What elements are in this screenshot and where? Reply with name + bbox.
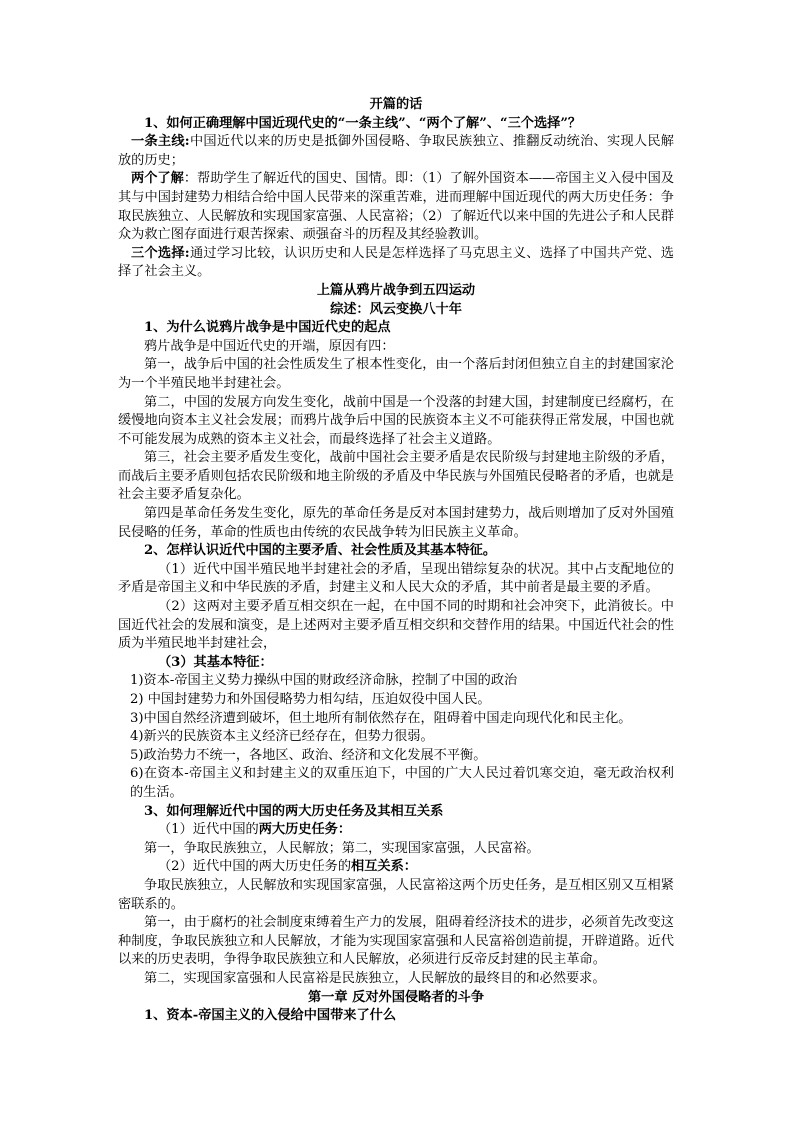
three-choice-text: 通过学习比较，认识历史和人民是怎样选择了马克思主义、选择了中国共产党、选择了社会主义。 bbox=[118, 245, 674, 280]
q2-paragraph-1: （1）近代中国半殖民地半封建社会的矛盾，呈现出错综复杂的状况。其中占支配地位的矛盾是帝国主义和中华民族的矛盾，封建主义和人民大众的矛盾，其中前者是最主要的矛盾。 bbox=[118, 561, 674, 596]
q2-paragraph-2: （2）这两对主要矛盾互相交织在一起，在中国不同的时期和社会冲突下，此消彼长。中国近代社会的发展和演变，是上述两对主要矛盾互相交织和交替作用的结果。中国近代社会的性质为半殖民地半封建社会， bbox=[118, 599, 674, 652]
feature-item: 2) 中国封建势力和外国侵略势力相勾结，压迫奴役中国人民。 bbox=[130, 692, 491, 707]
feature-item: 3)中国自然经济遭到破坏，但土地所有制依然存在，阻碍着中国走向现代化和民主化。 bbox=[130, 710, 632, 726]
q3b-point-1: 第一，由于腐朽的社会制度束缚着生产力的发展，阻碍着经济技术的进步，必须首先改变这种制度，争取民族独立和人民解放，才能为实现国家富强和人民富裕创造前提，开辟道路。近代以来的历史表明，争得争取民族独立和人民解放，必须进行反帝反封建的民主革命。 bbox=[118, 915, 674, 968]
preface-title: 开篇的话 bbox=[369, 97, 423, 112]
main-line-text: 中国近代以来的历史是抵御外国侵略、争取民族独立、推翻反动统治、实现人民解放的历史； bbox=[118, 134, 674, 168]
part1-question-2: 2、怎样认识近代中国的主要矛盾、社会性质及其基本特征。 bbox=[144, 543, 497, 559]
main-line-label: 一条主线: bbox=[131, 134, 190, 150]
chapter1-question-1: 1、资本-帝国主义的入侵给中国带来了什么 bbox=[144, 1008, 397, 1024]
two-understand-text: ：帮助学生了解近代的国史、国情。即：（1）了解外国资本——帝国主义入侵中国及其与中国封建势力相结合给中国人民带来的深重苦难，进而理解中国近现代的两大历史任务：争取民族独立、人民解放和实现国家富强、人民富裕；（2）了解近代以来中国的先进公子和人民群众为救亡图存面进行艰苦探索、顽强奋斗的历程及其经验教训。 bbox=[118, 171, 675, 243]
chapter1-title: 第一章 反对外国侵略者的斗争 bbox=[307, 989, 485, 1005]
part1-title: 上篇从鸦片战争到五四运动 bbox=[316, 282, 476, 298]
part1-intro: 鸦片战争是中国近代史的开端，原因有四： bbox=[144, 338, 395, 354]
q3b-point-2: 第二，实现国家富强和人民富裕是民族独立，人民解放的最终目的和必然要求。 bbox=[144, 970, 606, 986]
q3b-text: 争取民族独立，人民解放和实现国家富强，人民富裕这两个历史任务，是互相区别又互相紧密联系的。 bbox=[118, 877, 674, 912]
q3b-heading bbox=[118, 858, 674, 877]
part1-point-1: 第一，战争后中国的社会性质发生了根本性变化，由一个落后封闭但独立自主的封建国家沦为一个半殖民地半封建社会。 bbox=[118, 357, 674, 391]
document-page bbox=[118, 96, 674, 1026]
feature-item: 4)新兴的民族资本主义经济已经存在，但势力很弱。 bbox=[130, 729, 434, 745]
feature-item: 1)资本-帝国主义势力操纵中国的财政经济命脉，控制了中国的政治 bbox=[130, 673, 518, 689]
three-choice-label: 三个选择: bbox=[131, 245, 190, 261]
feature-item: 6)在资本-帝国主义和封建主义的双重压迫下，中国的广大人民过着饥寒交迫，毫无政治权利的生活。 bbox=[130, 766, 674, 800]
part1-subtitle: 综述：风云变换八十年 bbox=[330, 301, 462, 317]
part1-point-2: 第二，中国的发展方向发生变化，战前中国是一个没落的封建大国，封建制度已经腐朽，在缓慢地向资本主义社会发展；而鸦片战争后中国的民族资本主义不可能获得正常发展，中国也就不可能发展为成熟的资本主义社会，而最终选择了社会主义道路。 bbox=[118, 394, 674, 447]
feature-item: 5)政治势力不统一，各地区、政治、经济和文化发展不平衡。 bbox=[130, 747, 487, 763]
two-understand-label: 两个了解 bbox=[131, 171, 184, 187]
q3a-text: 第一，争取民族独立，人民解放；第二，实现国家富强，人民富裕。 bbox=[144, 840, 540, 856]
q3a-prefix: （1）近代中国的 bbox=[158, 822, 259, 838]
features-list bbox=[118, 672, 674, 802]
part1-point-3: 第三，社会主要矛盾发生变化，战前中国社会主要矛盾是农民阶级与封建地主阶级的矛盾，而战后主要矛盾则包括农民阶级和地主阶级的矛盾及中华民族与外国殖民侵略者的矛盾，也就是社会主要矛盾复杂化。 bbox=[118, 450, 674, 503]
preface-question-1: 1、如何正确理解中国近现代史的“一条主线”、“两个了解”、“三个选择”？ bbox=[144, 115, 582, 131]
q3a-bold: 两大历史任务： bbox=[258, 822, 352, 838]
part1-question-3: 3、如何理解近代中国的两大历史任务及其相互关系 bbox=[144, 803, 444, 819]
main-line-paragraph bbox=[118, 133, 674, 170]
three-choice-paragraph bbox=[118, 245, 674, 282]
q3b-prefix: （2）近代中国的两大历史任务的 bbox=[158, 859, 352, 875]
two-understand-paragraph bbox=[118, 170, 674, 244]
q3b-bold: 相互关系： bbox=[351, 859, 417, 875]
q2-features-heading: （3）其基本特征： bbox=[158, 654, 273, 670]
part1-question-1: 1、为什么说鸦片战争是中国近代史的起点 bbox=[144, 320, 391, 336]
q3a-heading bbox=[118, 821, 674, 840]
part1-point-4: 第四是革命任务发生变化，原先的革命任务是反对本国封建势力，战后则增加了反对外国殖民侵略的任务，革命的性质也由传统的农民战争转为旧民族主义革命。 bbox=[118, 506, 674, 540]
